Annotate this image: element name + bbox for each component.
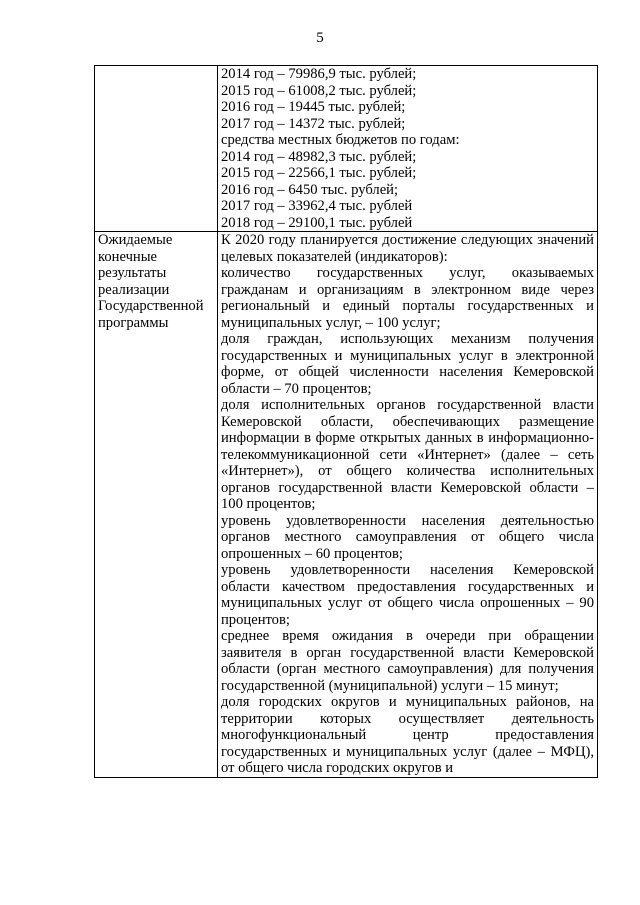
results-paragraph: уровень удовлетворенности населения деятельностью органов местного самоуправления от общего числа опрошенных – 60 процентов; (221, 512, 594, 562)
results-body-cell (218, 232, 598, 778)
funding-line: 2015 год – 22566,1 тыс. рублей; (221, 165, 417, 181)
funding-line: средства местных бюджетов по годам: (221, 132, 460, 148)
funding-line: 2015 год – 61008,2 тыс. рублей; (221, 82, 417, 99)
page-number: 5 (316, 30, 324, 46)
funding-row (95, 66, 598, 232)
results-paragraph: уровень удовлетворенности населения Кемеровской области качеством предоставления государственных и муниципальных услуг от общего числа опрошенных – 90 процентов; (221, 562, 594, 628)
results-row (95, 232, 598, 778)
funding-line: 2016 год – 19445 тыс. рублей; (221, 99, 406, 115)
funding-line: 2016 год – 6450 тыс. рублей; (221, 181, 399, 198)
results-paragraph: доля граждан, использующих механизм получения государственных и муниципальных услуг в электронной форме, от общей численности населения Кемеровской области – 70 процентов; (221, 331, 594, 397)
funding-values-cell (218, 66, 598, 232)
passport-table (94, 65, 598, 778)
funding-line: 2014 год – 48982,3 тыс. рублей; (221, 148, 417, 165)
results-paragraph: доля городских округов и муниципальных районов, на территории которых осуществляет деятельность многофункциональный центр предоставления государственных и муниципальных услуг (далее – МФЦ), от общего числа городских округов и (221, 694, 594, 776)
funding-label-cell (95, 66, 218, 232)
results-paragraph: количество государственных услуг, оказываемых гражданам и организациям в электронном виде через региональный и единый порталы государственных и муниципальных услуг, – 100 услуг; (221, 265, 594, 331)
funding-line: 2014 год – 79986,9 тыс. рублей; (221, 66, 417, 82)
funding-line: 2018 год – 29100,1 тыс. рублей (221, 214, 413, 231)
funding-line: 2017 год – 33962,4 тыс. рублей (221, 198, 413, 214)
results-paragraph: доля исполнительных органов государственной власти Кемеровской области, обеспечивающих размещение информации в форме открытых данных в информационно-телекоммуникационной сети «Интернет» (далее – сеть «Интернет»), от общего количества исполнительных органов государственной власти Кемеровской области – 100 процентов; (221, 397, 594, 512)
funding-line: 2017 год – 14372 тыс. рублей; (221, 115, 406, 132)
results-label-cell: Ожидаемые конечные результаты реализации Государственной программы (95, 232, 218, 778)
results-paragraph: среднее время ожидания в очереди при обращении заявителя в орган государственной власти Кемеровской области (орган местного самоуправления) для получения государственной (муниципальной) услуги – 15 минут; (221, 628, 594, 694)
results-paragraph: К 2020 году планируется достижение следующих значений целевых показателей (индикаторов): (221, 232, 594, 265)
